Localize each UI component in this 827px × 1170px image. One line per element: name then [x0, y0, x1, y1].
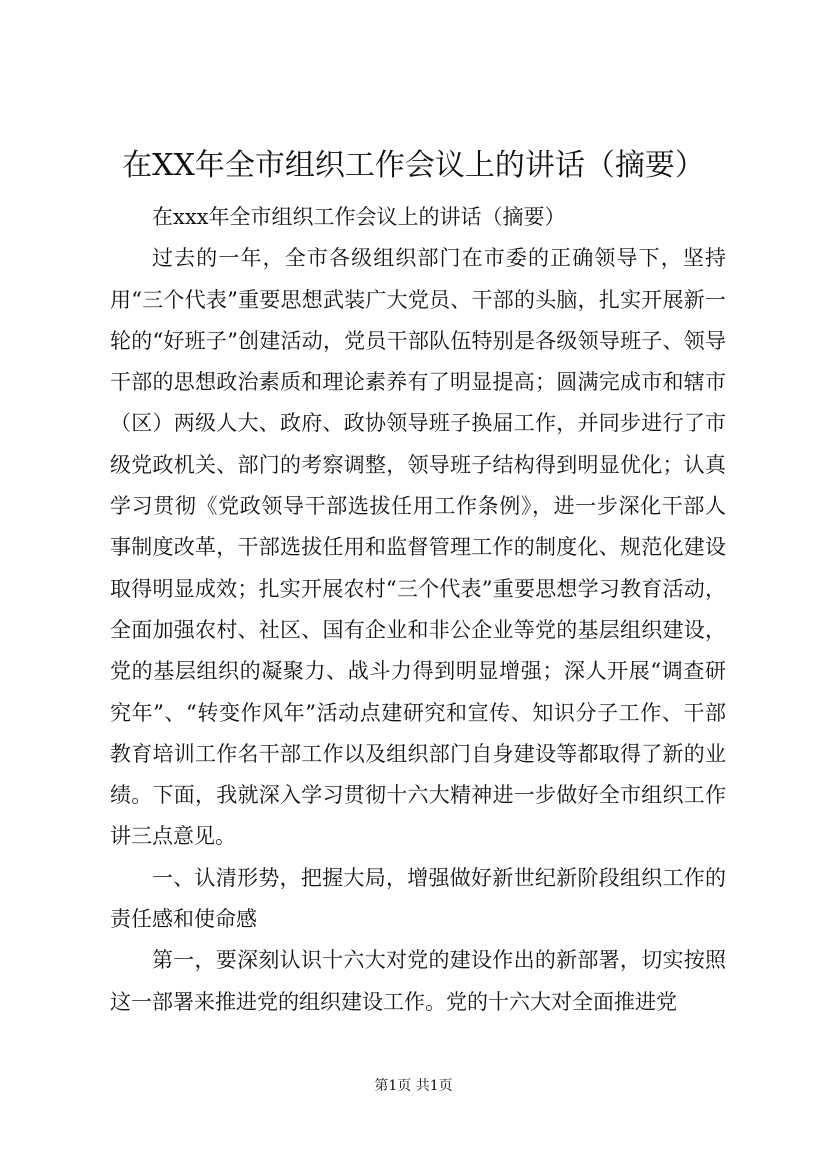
- paragraph-review: 过去的一年，全市各级组织部门在市委的正确领导下，坚持用“三个代表”重要思想武装广大党员、干部的头脑，扎实开展新一轮的“好班子”创建活动，党员干部队伍特别是各级领导班子、领导干部的思想政治素质和理论素养有了明显提高；圆满完成市和辖市（区）两级人大、政府、政协领导班子换届工作，并同步进行了市级党政机关、部门的考察调整，领导班子结构得到明显优化；认真学习贯彻《党政领导干部选拔任用工作条例》，进一步深化干部人事制度改革，干部选拔任用和监督管理工作的制度化、规范化建设取得明显成效；扎实开展农村“三个代表”重要思想学习教育活动，全面加强农村、社区、国有企业和非公企业等党的基层组织建设，党的基层组织的凝聚力、战斗力得到明显增强；深人开展“调查研究年”、“转变作风年”活动点建研究和宣传、知识分子工作、干部教育培训工作名干部工作以及组织部门自身建设等都取得了新的业绩。下面，我就深入学习贯彻十六大精神进一步做好全市组织工作讲三点意见。: [110, 246, 726, 849]
- document-title: 在XX年全市组织工作会议上的讲话（摘要）: [122, 148, 705, 183]
- paragraph-section-heading: 一、认清形势，把握大局，增强做好新世纪新阶段组织工作的责任感和使命感: [110, 865, 726, 932]
- page-footer: 第1页 共1页: [374, 1078, 453, 1094]
- document-body: [110, 197, 726, 1023]
- paragraph-subtitle: 在xxx年全市组织工作会议上的讲话（摘要）: [152, 205, 566, 229]
- paragraph-first-point: 第一，要深刻认识十六大对党的建设作出的新部署，切实按照这一部署来推进党的组织建设工作。党的十六大对全面推进党: [110, 948, 726, 1014]
